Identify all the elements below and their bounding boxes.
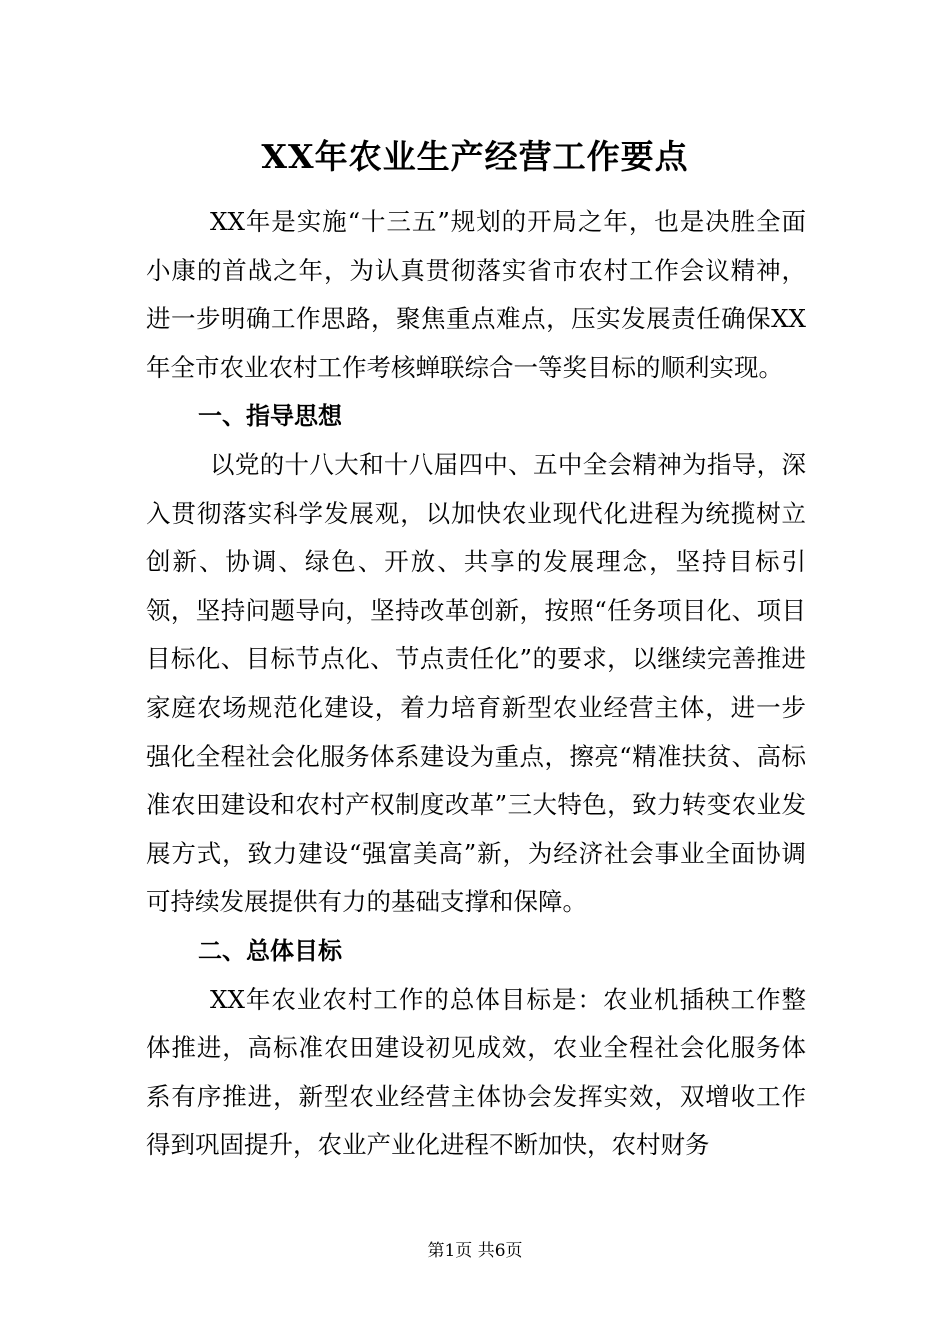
guiding-ideology-paragraph: 以党的十八大和十八届四中、五中全会精神为指导，深入贯彻落实科学发展观，以加快农业现代化进程为统揽树立创新、协调、绿色、开放、共享的发展理念，坚持目标引领，坚持问题导向，坚持改革创新，按照“任务项目化、项目目标化、目标节点化、节点责任化”的要求，以继续完善推进家庭农场规范化建设，着力培育新型农业经营主体，进一步强化全程社会化服务体系建设为重点，擦亮“精准扶贫、高标准农田建设和农村产权制度改革”三大特色，致力转变农业发展方式，致力建设“强富美高”新，为经济社会事业全面协调可持续发展提供有力的基础支撑和保障。 xyxy=(146,449,806,917)
document-title: XX年农业生产经营工作要点 xyxy=(261,137,689,176)
overall-goals-paragraph: XX年农业农村工作的总体目标是：农业机插秧工作整体推进，高标准农田建设初见成效，农业全程社会化服务体系有序推进，新型农业经营主体协会发挥实效，双增收工作得到巩固提升，农业产业化进程不断加快，农村财务 xyxy=(146,984,806,1160)
intro-paragraph: XX年是实施“十三五”规划的开局之年，也是决胜全面小康的首战之年，为认真贯彻落实省市农村工作会议精神，进一步明确工作思路，聚焦重点难点，压实发展责任确保XX年全市农业农村工作考核蝉联综合一等奖目标的顺利实现。 xyxy=(146,207,806,382)
section-heading-overall-goals: 二、总体目标 xyxy=(198,936,342,965)
document-body xyxy=(146,198,806,1170)
page-number-footer: 第1页 共6页 xyxy=(427,1241,523,1261)
section-heading-guiding-ideology: 一、指导思想 xyxy=(198,402,342,431)
